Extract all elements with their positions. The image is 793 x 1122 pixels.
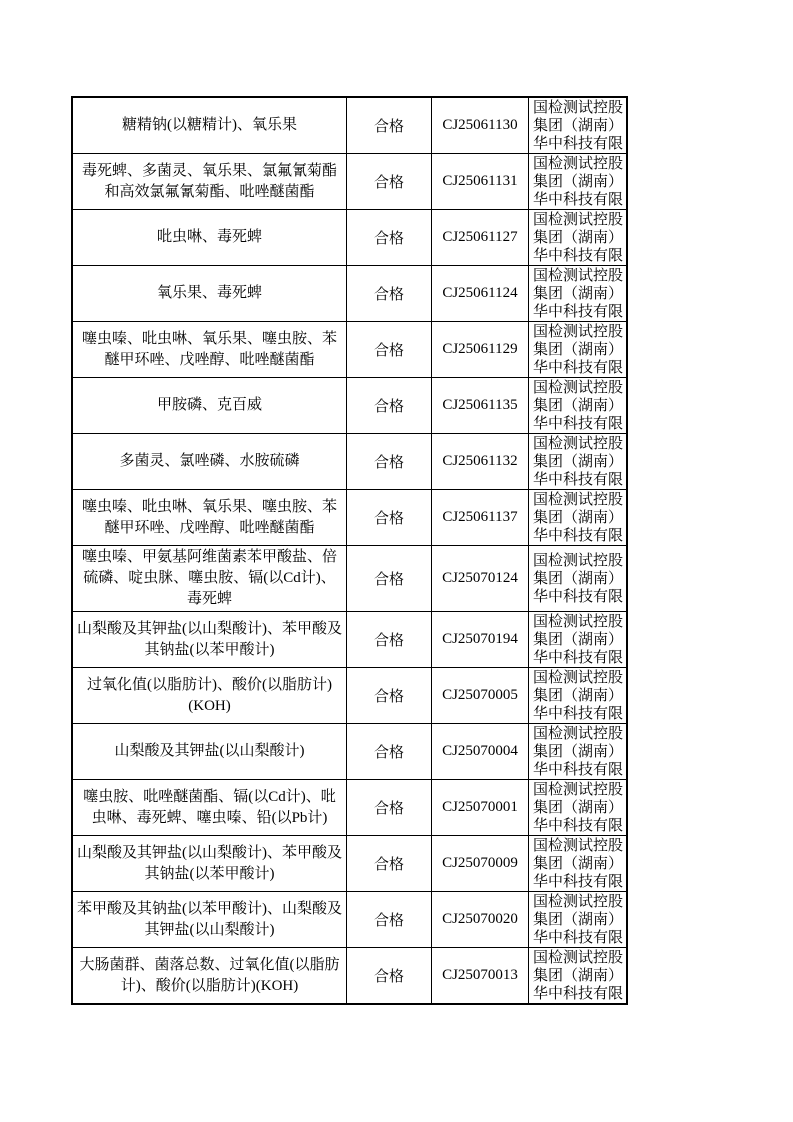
report-code-cell: CJ25070004 xyxy=(432,724,529,780)
inspection-results-table-body xyxy=(72,97,627,1004)
report-code-cell: CJ25061131 xyxy=(432,154,529,210)
agency-line: 国检测试控股 xyxy=(533,670,624,686)
agency-line: 集团（湖南） xyxy=(533,342,624,358)
agency-line: 国检测试控股 xyxy=(533,838,624,854)
agency-line: 华中科技有限 xyxy=(533,818,624,834)
table-row xyxy=(72,546,627,612)
agency-cell xyxy=(529,266,628,322)
agency-line: 华中科技有限 xyxy=(533,528,624,544)
agency-cell xyxy=(529,490,628,546)
report-code-cell: CJ25061137 xyxy=(432,490,529,546)
agency-line: 华中科技有限 xyxy=(533,304,624,320)
report-code-cell: CJ25070013 xyxy=(432,948,529,1005)
result-cell: 合格 xyxy=(347,724,432,780)
inspection-items-cell: 甲胺磷、克百威 xyxy=(72,378,347,434)
table-row xyxy=(72,266,627,322)
report-code-cell: CJ25070124 xyxy=(432,546,529,612)
agency-line: 国检测试控股 xyxy=(533,894,624,910)
result-cell: 合格 xyxy=(347,210,432,266)
agency-line: 集团（湖南） xyxy=(533,800,624,816)
agency-cell xyxy=(529,948,628,1005)
table-row xyxy=(72,434,627,490)
agency-cell xyxy=(529,546,628,612)
inspection-items-cell: 噻虫嗪、吡虫啉、氧乐果、噻虫胺、苯醚甲环唑、戊唑醇、吡唑醚菌酯 xyxy=(72,490,347,546)
agency-cell xyxy=(529,322,628,378)
agency-line: 集团（湖南） xyxy=(533,510,624,526)
agency-line: 华中科技有限 xyxy=(533,136,624,152)
table-row xyxy=(72,668,627,724)
table-row xyxy=(72,892,627,948)
agency-line: 集团（湖南） xyxy=(533,744,624,760)
agency-line: 国检测试控股 xyxy=(533,156,624,172)
agency-line: 华中科技有限 xyxy=(533,416,624,432)
inspection-items-cell: 过氧化值(以脂肪计)、酸价(以脂肪计)(KOH) xyxy=(72,668,347,724)
result-cell: 合格 xyxy=(347,836,432,892)
agency-line: 国检测试控股 xyxy=(533,950,624,966)
agency-cell xyxy=(529,724,628,780)
agency-line: 华中科技有限 xyxy=(533,706,624,722)
agency-line: 集团（湖南） xyxy=(533,632,624,648)
report-code-cell: CJ25061129 xyxy=(432,322,529,378)
agency-cell xyxy=(529,836,628,892)
table-row xyxy=(72,322,627,378)
agency-line: 华中科技有限 xyxy=(533,472,624,488)
agency-line: 华中科技有限 xyxy=(533,762,624,778)
agency-line: 集团（湖南） xyxy=(533,398,624,414)
result-cell: 合格 xyxy=(347,892,432,948)
report-code-cell: CJ25070194 xyxy=(432,612,529,668)
agency-cell xyxy=(529,97,628,154)
agency-cell xyxy=(529,668,628,724)
inspection-items-cell: 噻虫胺、吡唑醚菌酯、镉(以Cd计)、吡虫啉、毒死蜱、噻虫嗪、铅(以Pb计) xyxy=(72,780,347,836)
report-code-cell: CJ25061124 xyxy=(432,266,529,322)
agency-line: 华中科技有限 xyxy=(533,360,624,376)
agency-cell xyxy=(529,378,628,434)
report-code-cell: CJ25070005 xyxy=(432,668,529,724)
agency-line: 国检测试控股 xyxy=(533,782,624,798)
inspection-items-cell: 毒死蜱、多菌灵、氧乐果、氯氟氰菊酯和高效氯氟氰菊酯、吡唑醚菌酯 xyxy=(72,154,347,210)
agency-line: 集团（湖南） xyxy=(533,968,624,984)
agency-line: 集团（湖南） xyxy=(533,286,624,302)
agency-cell xyxy=(529,154,628,210)
agency-line: 国检测试控股 xyxy=(533,324,624,340)
inspection-items-cell: 山梨酸及其钾盐(以山梨酸计)、苯甲酸及其钠盐(以苯甲酸计) xyxy=(72,612,347,668)
table-row xyxy=(72,154,627,210)
inspection-items-cell: 多菌灵、氯唑磷、水胺硫磷 xyxy=(72,434,347,490)
result-cell: 合格 xyxy=(347,434,432,490)
agency-line: 国检测试控股 xyxy=(533,614,624,630)
agency-line: 国检测试控股 xyxy=(533,212,624,228)
agency-cell xyxy=(529,780,628,836)
table-row xyxy=(72,378,627,434)
agency-line: 集团（湖南） xyxy=(533,230,624,246)
agency-line: 华中科技有限 xyxy=(533,192,624,208)
agency-line: 国检测试控股 xyxy=(533,726,624,742)
agency-cell xyxy=(529,434,628,490)
agency-line: 国检测试控股 xyxy=(533,436,624,452)
agency-line: 集团（湖南） xyxy=(533,912,624,928)
agency-line: 国检测试控股 xyxy=(533,380,624,396)
table-row xyxy=(72,612,627,668)
table-row xyxy=(72,210,627,266)
result-cell: 合格 xyxy=(347,97,432,154)
inspection-items-cell: 噻虫嗪、吡虫啉、氧乐果、噻虫胺、苯醚甲环唑、戊唑醇、吡唑醚菌酯 xyxy=(72,322,347,378)
result-cell: 合格 xyxy=(347,266,432,322)
inspection-items-cell: 山梨酸及其钾盐(以山梨酸计) xyxy=(72,724,347,780)
report-code-cell: CJ25061132 xyxy=(432,434,529,490)
agency-line: 集团（湖南） xyxy=(533,856,624,872)
agency-cell xyxy=(529,612,628,668)
result-cell: 合格 xyxy=(347,780,432,836)
inspection-items-cell: 糖精钠(以糖精计)、氧乐果 xyxy=(72,97,347,154)
result-cell: 合格 xyxy=(347,612,432,668)
agency-line: 国检测试控股 xyxy=(533,100,624,116)
inspection-results-table xyxy=(71,96,628,1005)
report-code-cell: CJ25070020 xyxy=(432,892,529,948)
agency-line: 集团（湖南） xyxy=(533,688,624,704)
table-row xyxy=(72,836,627,892)
table-row xyxy=(72,97,627,154)
agency-line: 华中科技有限 xyxy=(533,248,624,264)
agency-line: 集团（湖南） xyxy=(533,571,624,587)
inspection-items-cell: 山梨酸及其钾盐(以山梨酸计)、苯甲酸及其钠盐(以苯甲酸计) xyxy=(72,836,347,892)
table-row xyxy=(72,490,627,546)
report-code-cell: CJ25061127 xyxy=(432,210,529,266)
agency-line: 国检测试控股 xyxy=(533,268,624,284)
result-cell: 合格 xyxy=(347,378,432,434)
result-cell: 合格 xyxy=(347,668,432,724)
report-code-cell: CJ25070001 xyxy=(432,780,529,836)
result-cell: 合格 xyxy=(347,322,432,378)
result-cell: 合格 xyxy=(347,948,432,1005)
result-cell: 合格 xyxy=(347,154,432,210)
inspection-items-cell: 苯甲酸及其钠盐(以苯甲酸计)、山梨酸及其钾盐(以山梨酸计) xyxy=(72,892,347,948)
table-row xyxy=(72,948,627,1005)
inspection-items-cell: 大肠菌群、菌落总数、过氧化值(以脂肪计)、酸价(以脂肪计)(KOH) xyxy=(72,948,347,1005)
agency-line: 国检测试控股 xyxy=(533,492,624,508)
agency-line: 华中科技有限 xyxy=(533,986,624,1002)
inspection-items-cell: 噻虫嗪、甲氨基阿维菌素苯甲酸盐、倍硫磷、啶虫脒、噻虫胺、镉(以Cd计)、毒死蜱 xyxy=(72,546,347,612)
agency-line: 集团（湖南） xyxy=(533,174,624,190)
result-cell: 合格 xyxy=(347,546,432,612)
agency-line: 华中科技有限 xyxy=(533,650,624,666)
report-code-cell: CJ25061135 xyxy=(432,378,529,434)
agency-line: 华中科技有限 xyxy=(533,874,624,890)
table-row xyxy=(72,780,627,836)
inspection-items-cell: 氧乐果、毒死蜱 xyxy=(72,266,347,322)
inspection-items-cell: 吡虫啉、毒死蜱 xyxy=(72,210,347,266)
table-row xyxy=(72,724,627,780)
agency-line: 集团（湖南） xyxy=(533,118,624,134)
agency-cell xyxy=(529,892,628,948)
report-code-cell: CJ25061130 xyxy=(432,97,529,154)
report-code-cell: CJ25070009 xyxy=(432,836,529,892)
agency-line: 集团（湖南） xyxy=(533,454,624,470)
agency-cell xyxy=(529,210,628,266)
result-cell: 合格 xyxy=(347,490,432,546)
agency-line: 华中科技有限 xyxy=(533,930,624,946)
agency-line: 华中科技有限 xyxy=(533,589,624,605)
agency-line: 国检测试控股 xyxy=(533,553,624,569)
